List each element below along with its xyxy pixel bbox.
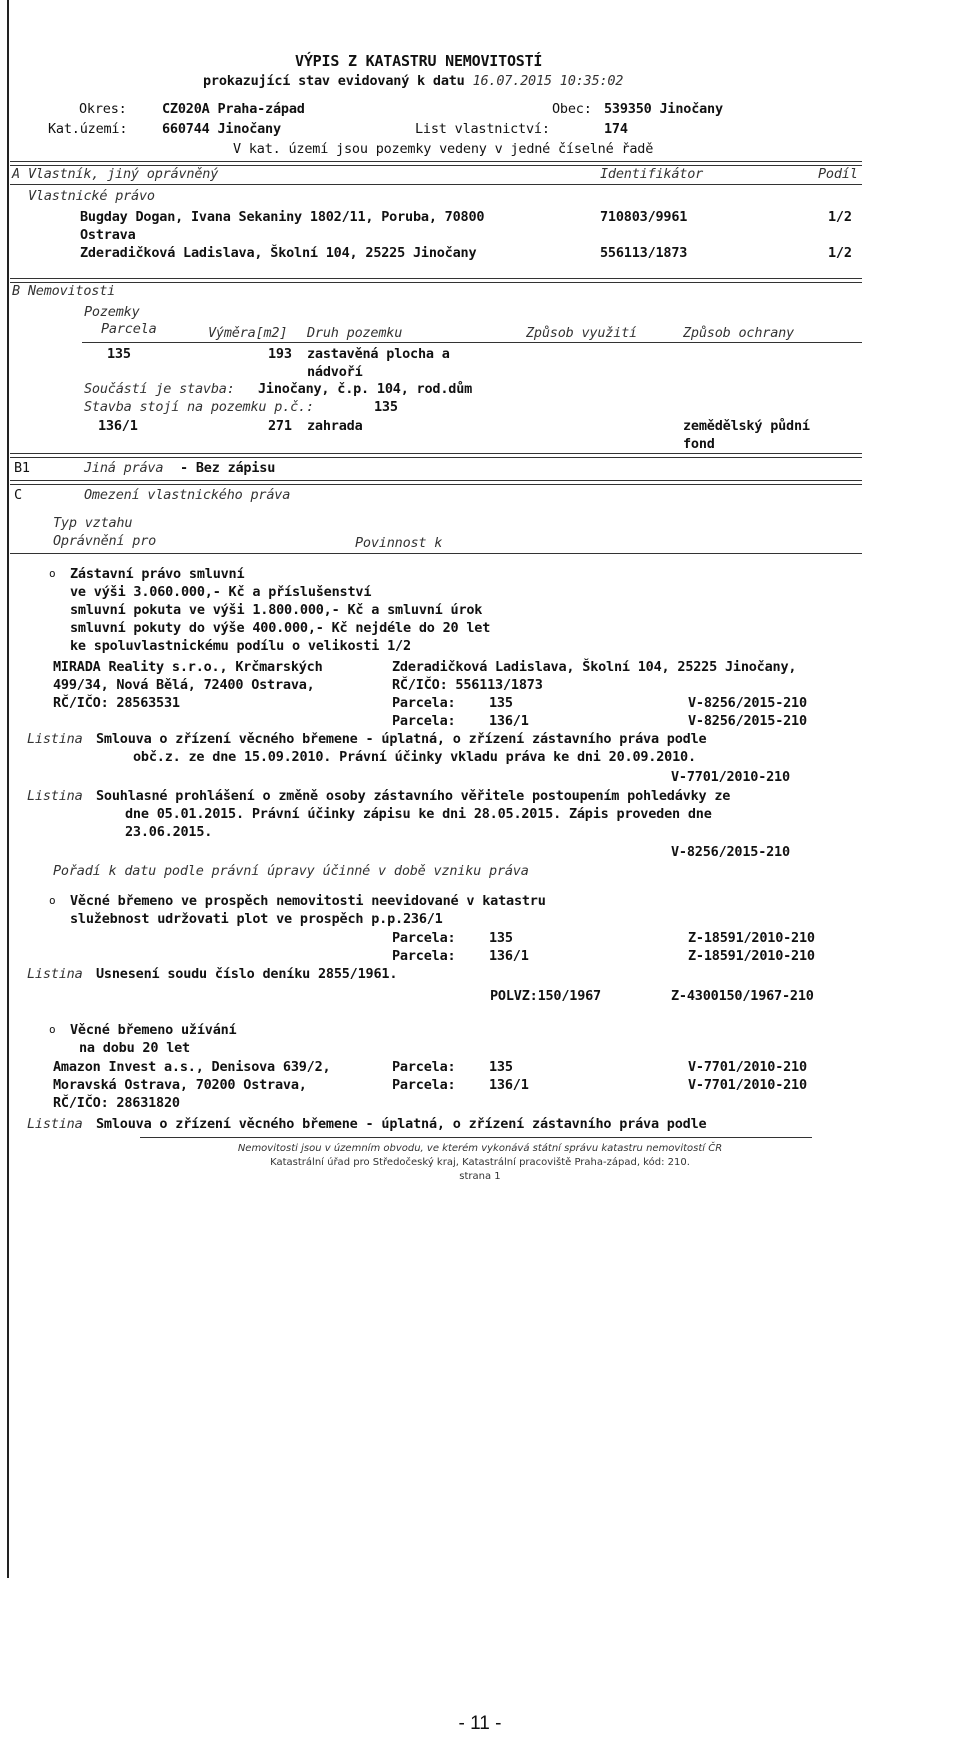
entry-2-bullet: o [49,894,56,907]
section-b1-label: Jiná práva [84,460,164,476]
entry-3-line-1: Věcné břemeno užívání [70,1022,237,1038]
col-vymera: Výměra[m2] [208,325,288,341]
entry-1-listina-2-line2: dne 05.01.2015. Právní účinky zápisu ke dni 28.05.2015. Zápis proveden dne [125,806,712,822]
entry-3-parcel-1-ref: V-7701/2010-210 [688,1059,807,1075]
entry-2-parcel-1-number: 135 [489,930,513,946]
owner-1-line1: Bugday Dogan, Ivana Sekaniny 1802/11, Poruba, 70800 [80,209,485,225]
entry-2-listina-text: Usnesení soudu číslo deníku 2855/1961. [96,966,398,982]
parcel-row-1-number: 135 [107,346,131,362]
entry-1-parcel-1-number: 135 [489,695,513,711]
soucasti-label: Součástí je stavba: [84,381,235,397]
entry-3-listina-text: Smlouva o zřízení věcného břemene - úplatná, o zřízení zástavního práva podle [96,1116,707,1132]
section-a-subheading: Vlastnické právo [28,188,155,204]
col-povinnost: Povinnost k [355,535,443,551]
entry-2-parcel-2-label: Parcela: [392,948,456,964]
katuzemi-value: 660744 Jinočany [162,121,281,137]
okres-label: Okres: [79,101,127,117]
section-c-code: C [14,487,22,503]
section-b-col-rule [82,342,862,343]
subtitle-prefix: prokazující stav evidovaný k datu [203,73,465,89]
lv-label: List vlastnictví: [415,121,550,137]
entry-1-line-2: ve výši 3.060.000,- Kč a příslušenství [70,584,372,600]
owner-1-id: 710803/9961 [600,209,688,225]
entry-2-line-2: služebnost udržovati plot ve prospěch p.p.236/1 [70,911,443,927]
entry-1-listina-1-line1: Smlouva o zřízení věcného břemene - úplatná, o zřízení zástavního práva podle [96,731,707,747]
entry-3-bullet: o [49,1023,56,1036]
stavba-label: Stavba stojí na pozemku p.č.: [84,399,314,415]
owner-2-line1: Zderadičková Ladislava, Školní 104, 25225 Jinočany [80,245,477,261]
entry-3-listina-label: Listina [27,1116,83,1132]
entry-2-polvz: POLVZ:150/1967 [490,988,601,1004]
section-b1-value: - Bez zápisu [180,460,276,476]
page-number: - 11 - [458,1713,502,1734]
parcel-row-1-type: zastavěná plocha a [307,346,450,362]
entry-3-holder-line2: Moravská Ostrava, 70200 Ostrava, [53,1077,307,1093]
section-b1-rule [10,453,862,458]
entry-3-parcel-1-number: 135 [489,1059,513,1075]
section-b-subheading: Pozemky [84,304,140,320]
entry-1-debtor-line1: Zderadičková Ladislava, Školní 104, 25225 Jinočany, [392,659,797,675]
entry-1-listina-2-line1: Souhlasné prohlášení o změně osoby zástavního věřitele postoupením pohledávky ze [96,788,731,804]
section-a-heading: A Vlastník, jiný oprávněný [12,166,219,182]
entry-3-parcel-2-number: 136/1 [489,1077,529,1093]
col-parcela: Parcela [101,321,157,337]
entry-2-parcel-2-ref: Z-18591/2010-210 [688,948,815,964]
owner-2-share: 1/2 [828,245,852,261]
entry-1-poradi: Pořadí k datu podle právní úpravy účinné v době vzniku práva [53,863,529,879]
entry-1-parcel-2-label: Parcela: [392,713,456,729]
entry-1-creditor-line1: MIRADA Reality s.r.o., Krčmarských [53,659,323,675]
parcel-row-2-protection: zemědělský půdní [683,418,810,434]
entry-1-debtor-line2: RČ/IČO: 556113/1873 [392,677,543,693]
section-c-sub-rule [10,553,862,554]
entry-3-holder-line1: Amazon Invest a.s., Denisova 639/2, [53,1059,331,1075]
soucasti-value: Jinočany, č.p. 104, rod.dům [258,381,473,397]
entry-1-listina-1-ref: V-7701/2010-210 [671,769,790,785]
parcel-row-2-area: 271 [268,418,292,434]
section-b1-code: B1 [14,460,30,476]
col-share: Podíl [818,166,858,182]
entry-3-line-2: na dobu 20 let [79,1040,190,1056]
obec-label: Obec: [552,101,592,117]
col-ochrana: Způsob ochrany [683,325,794,341]
document-title: VÝPIS Z KATASTRU NEMOVITOSTÍ [295,52,543,70]
entry-1-line-5: ke spoluvlastnickému podílu o velikosti 1/2 [70,638,411,654]
entry-1-line-1: Zástavní právo smluvní [70,566,245,582]
entry-1-listina-2-line3: 23.06.2015. [125,824,213,840]
document-subtitle [203,73,623,89]
entry-1-parcel-2-number: 136/1 [489,713,529,729]
owner-2-id: 556113/1873 [600,245,688,261]
footer-rule [140,1137,812,1138]
entry-1-line-3: smluvní pokuta ve výši 1.800.000,- Kč a smluvní úrok [70,602,483,618]
col-typ-vztahu: Typ vztahu [53,515,133,531]
extract-date: 16.07.2015 10:35:02 [472,73,624,89]
entry-1-listina-2-ref: V-8256/2015-210 [671,844,790,860]
section-b-heading: B Nemovitosti [12,283,116,299]
footer-page-label: strana 1 [459,1171,501,1182]
entry-3-parcel-2-ref: V-7701/2010-210 [688,1077,807,1093]
col-druh: Druh pozemku [307,325,403,341]
entry-3-holder-line3: RČ/IČO: 28631820 [53,1095,180,1111]
entry-1-line-4: smluvní pokuty do výše 400.000,- Kč nejdéle do 20 let [70,620,491,636]
lv-value: 174 [604,121,628,137]
scan-left-border [7,0,9,1578]
section-c-rule [10,480,862,485]
entry-1-listina-1-line2: obč.z. ze dne 15.09.2010. Právní účinky vkladu práva ke dni 20.09.2010. [133,749,696,765]
okres-value: CZ020A Praha-západ [162,101,305,117]
col-vyuziti: Způsob využití [526,325,637,341]
katuzemi-label: Kat.území: [48,121,128,137]
entry-3-parcel-1-label: Parcela: [392,1059,456,1075]
entry-2-listina-label: Listina [27,966,83,982]
obec-value: 539350 Jinočany [604,101,723,117]
section-a-sub-rule [10,184,862,185]
entry-2-parcel-2-number: 136/1 [489,948,529,964]
footer-line-2: Katastrální úřad pro Středočeský kraj, Katastrální pracoviště Praha-západ, kód: 210. [270,1157,690,1168]
section-b-rule [10,278,862,283]
entry-1-parcel-1-ref: V-8256/2015-210 [688,695,807,711]
entry-1-creditor-line2: 499/34, Nová Bělá, 72400 Ostrava, [53,677,315,693]
col-opravneni: Oprávnění pro [53,533,157,549]
parcel-row-1-area: 193 [268,346,292,362]
entry-3-parcel-2-label: Parcela: [392,1077,456,1093]
parcel-row-2-type: zahrada [307,418,363,434]
cadastral-note: V kat. území jsou pozemky vedeny v jedné číselné řadě [233,141,654,157]
entry-1-creditor-line3: RČ/IČO: 28563531 [53,695,180,711]
footer-line-1: Nemovitosti jsou v územním obvodu, ve kterém vykonává státní správu katastru nemovitostí ČR [237,1143,723,1154]
entry-1-listina-2-label: Listina [27,788,83,804]
entry-2-parcel-1-ref: Z-18591/2010-210 [688,930,815,946]
entry-2-line-1: Věcné břemeno ve prospěch nemovitosti neevidované v katastru [70,893,546,909]
parcel-row-2-protection-cont: fond [683,436,715,452]
section-c-label: Omezení vlastnického práva [84,487,291,503]
entry-2-parcel-1-label: Parcela: [392,930,456,946]
entry-1-listina-1-label: Listina [27,731,83,747]
parcel-row-2-number: 136/1 [98,418,138,434]
owner-1-line2: Ostrava [80,227,136,243]
entry-1-parcel-1-label: Parcela: [392,695,456,711]
owner-1-share: 1/2 [828,209,852,225]
parcel-row-1-type-cont: nádvoří [307,364,363,380]
entry-1-parcel-2-ref: V-8256/2015-210 [688,713,807,729]
entry-1-bullet: o [49,567,56,580]
stavba-value: 135 [374,399,398,415]
col-identifier: Identifikátor [600,166,704,182]
entry-2-polvz-ref: Z-4300150/1967-210 [671,988,814,1004]
